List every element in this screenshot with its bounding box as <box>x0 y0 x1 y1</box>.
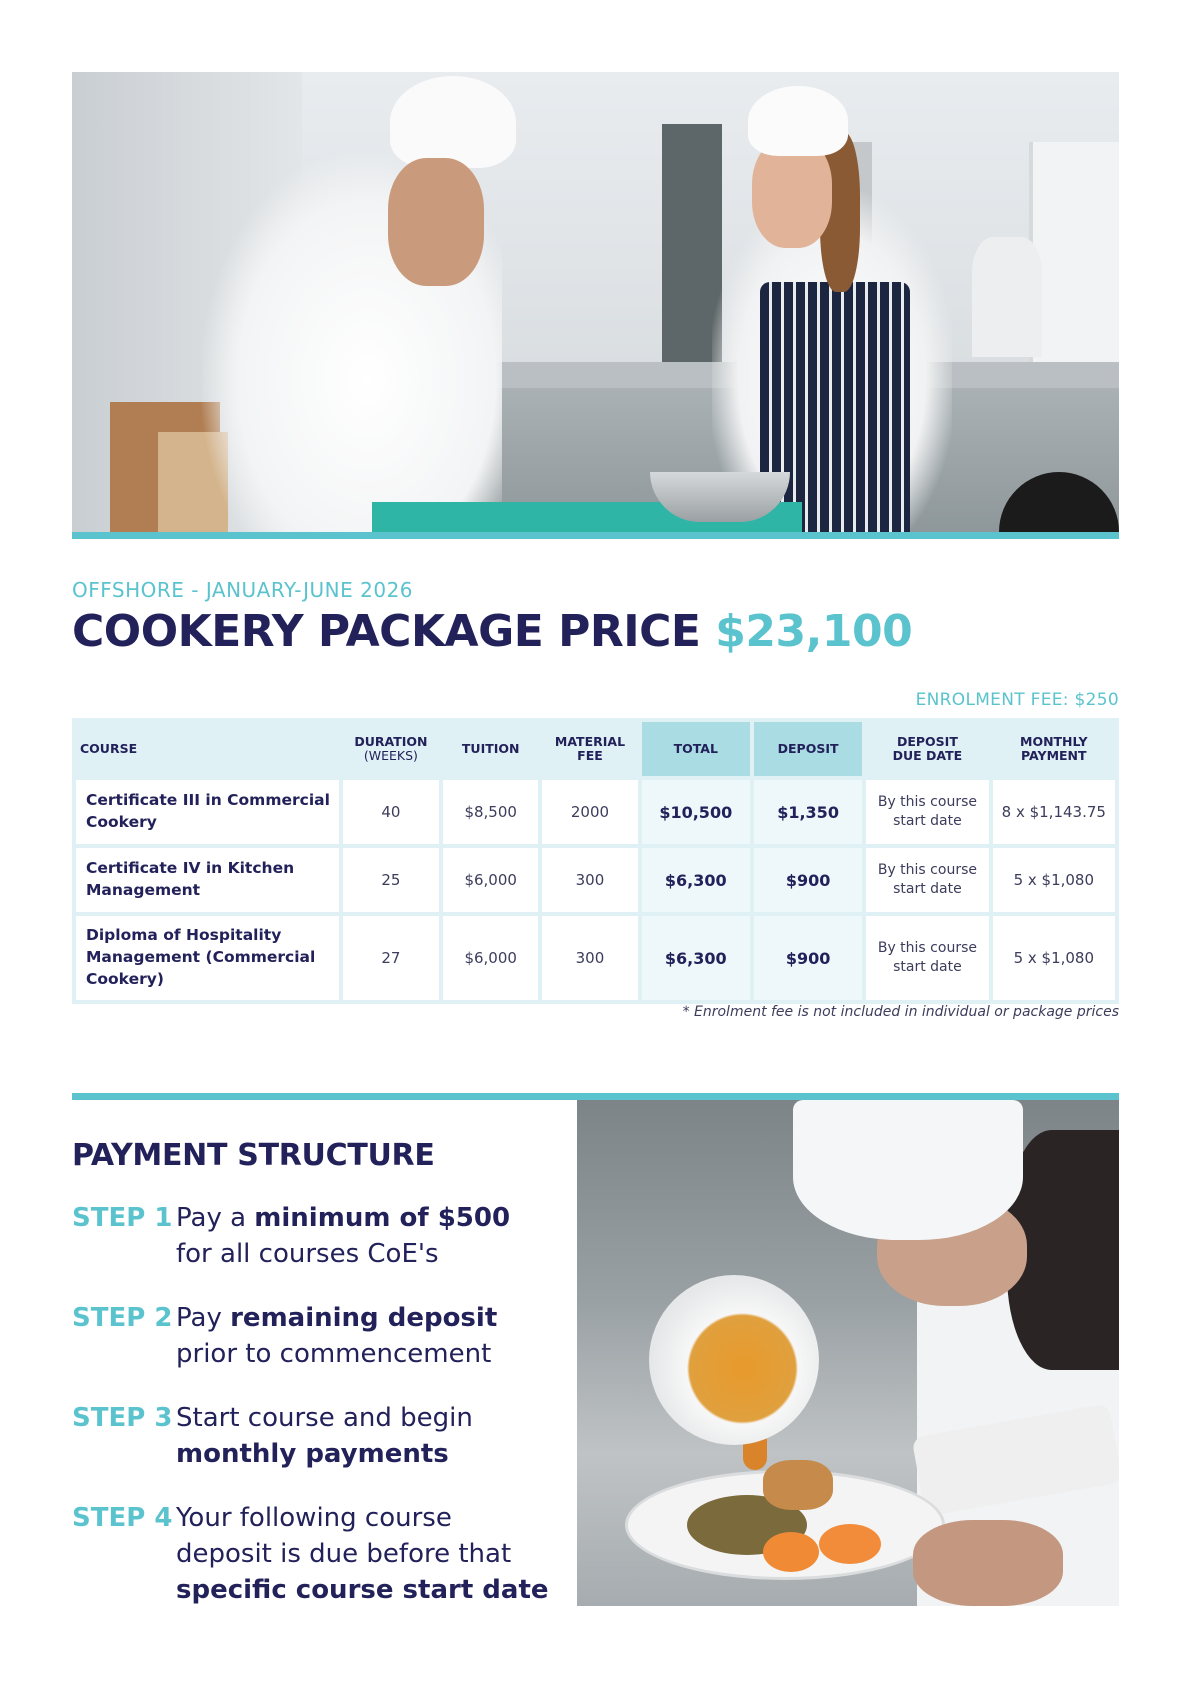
enrolment-fee: ENROLMENT FEE: $250 <box>915 690 1119 710</box>
cell-total: $10,500 <box>642 780 750 844</box>
payment-step-1 <box>72 1200 552 1272</box>
cell-deposit-due: By this course start date <box>866 916 988 1000</box>
cell-duration: 25 <box>343 848 439 912</box>
cell-total: $6,300 <box>642 916 750 1000</box>
table-row <box>76 848 1115 912</box>
cell-deposit: $900 <box>754 916 862 1000</box>
cell-course: Certificate IV in Kitchen Management <box>76 848 339 912</box>
package-price: $23,100 <box>715 606 913 657</box>
payment-step-2 <box>72 1300 552 1372</box>
offer-period: OFFSHORE - JANUARY-JUNE 2026 <box>72 578 414 602</box>
title-text: COOKERY PACKAGE PRICE <box>72 606 701 657</box>
step-number: STEP 4 <box>72 1503 173 1533</box>
step-number: STEP 3 <box>72 1403 173 1433</box>
col-monthly-2: PAYMENT <box>1021 748 1087 763</box>
col-monthly-1: MONTHLY <box>1020 733 1088 749</box>
col-total: TOTAL <box>642 722 750 776</box>
table-header-row <box>76 722 1115 776</box>
cell-material-fee: 300 <box>542 916 637 1000</box>
table-footnote: * Enrolment fee is not included in individual or package prices <box>682 1004 1119 1020</box>
step-text-a: Your following course deposit is due before that <box>176 1503 512 1569</box>
col-due-1: DEPOSIT <box>896 733 958 749</box>
col-deposit: DEPOSIT <box>754 722 862 776</box>
step-text-a: Pay a <box>176 1203 255 1233</box>
step-text-bold: remaining deposit <box>230 1303 498 1333</box>
step-text-a: Pay <box>176 1303 231 1333</box>
hero-photo-chefs <box>72 72 1119 532</box>
step-text <box>176 1300 552 1372</box>
table-row <box>76 916 1115 1000</box>
col-material-2: FEE <box>577 748 603 763</box>
course-price-table <box>72 718 1119 1004</box>
col-material-1: MATERIAL <box>554 733 626 749</box>
page-title <box>72 606 912 657</box>
cell-deposit: $900 <box>754 848 862 912</box>
step-text <box>176 1200 552 1272</box>
cell-material-fee: 2000 <box>542 780 637 844</box>
section-divider <box>72 1093 1119 1100</box>
cell-tuition: $8,500 <box>443 780 538 844</box>
cell-material-fee: 300 <box>542 848 637 912</box>
step-text-c: for all courses CoE's <box>176 1239 439 1269</box>
step-text-a: Start course and begin <box>176 1403 473 1433</box>
col-duration-sub: (WEEKS) <box>363 748 418 763</box>
payment-structure-title: PAYMENT STRUCTURE <box>72 1138 435 1173</box>
cell-tuition: $6,000 <box>443 916 538 1000</box>
cell-tuition: $6,000 <box>443 848 538 912</box>
table-row <box>76 780 1115 844</box>
chef-plating-photo <box>577 1100 1119 1606</box>
cell-deposit: $1,350 <box>754 780 862 844</box>
col-duration-label: DURATION <box>354 733 428 749</box>
cell-duration: 27 <box>343 916 439 1000</box>
step-text-bold: minimum of $500 <box>254 1203 511 1233</box>
payment-step-3 <box>72 1400 552 1472</box>
col-monthly-payment <box>993 722 1115 776</box>
cell-deposit-due: By this course start date <box>866 780 988 844</box>
cell-monthly-payment: 5 x $1,080 <box>993 916 1115 1000</box>
step-number: STEP 2 <box>72 1303 173 1333</box>
cell-deposit-due: By this course start date <box>866 848 988 912</box>
cell-total: $6,300 <box>642 848 750 912</box>
payment-steps <box>72 1200 552 1636</box>
col-tuition: TUITION <box>461 740 520 756</box>
step-text <box>176 1400 552 1472</box>
cell-course: Certificate III in Commercial Cookery <box>76 780 339 844</box>
step-text-c: prior to commencement <box>176 1339 492 1369</box>
step-number: STEP 1 <box>72 1203 173 1233</box>
cell-duration: 40 <box>343 780 439 844</box>
col-material-fee <box>542 722 637 776</box>
col-course: COURSE <box>80 740 138 756</box>
hero-divider <box>72 532 1119 539</box>
cell-course: Diploma of Hospitality Management (Commercial Cookery) <box>76 916 339 1000</box>
payment-step-4 <box>72 1500 552 1608</box>
step-text-bold: monthly payments <box>176 1439 449 1469</box>
col-duration <box>343 722 439 776</box>
cell-monthly-payment: 8 x $1,143.75 <box>993 780 1115 844</box>
step-text <box>176 1500 552 1608</box>
step-text-bold: specific course start date <box>176 1575 549 1605</box>
col-deposit-due <box>866 722 988 776</box>
col-due-2: DUE DATE <box>892 748 963 763</box>
cell-monthly-payment: 5 x $1,080 <box>993 848 1115 912</box>
